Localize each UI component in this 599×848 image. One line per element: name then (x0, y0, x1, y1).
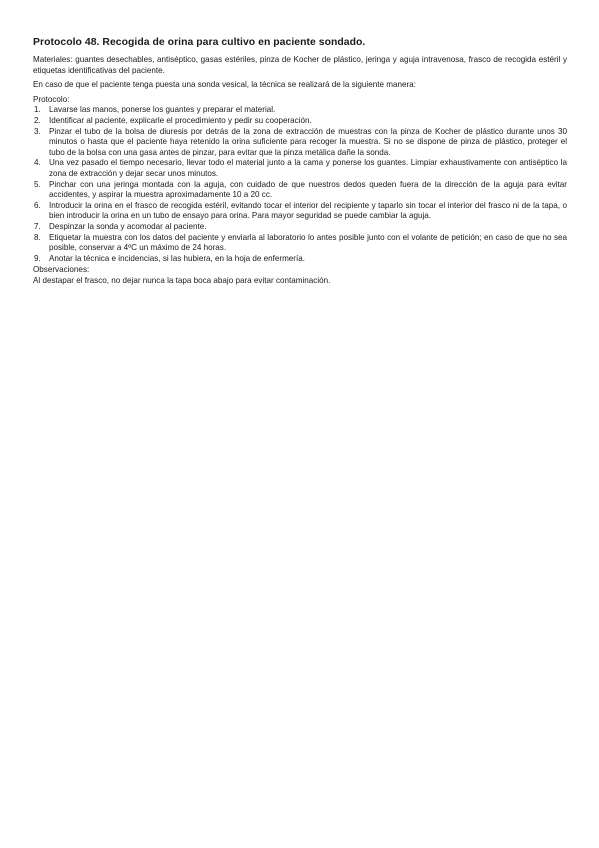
step-number: 2. (34, 115, 41, 125)
step-number: 1. (34, 105, 41, 115)
list-item (33, 222, 567, 233)
intro-paragraph: En caso de que el paciente tenga puesta una sonda vesical, la técnica se realizará de la siguiente manera: (33, 80, 416, 90)
list-item (33, 158, 567, 179)
list-item (33, 254, 567, 265)
step-text: Anotar la técnica e incidencias, si las hubiera, en la hoja de enfermería. (49, 253, 306, 263)
step-text: Introducir la orina en el frasco de recogida estéril, evitando tocar el interior del recipiente y taparlo sin tocar el interior del frasco ni de la tapa, o bien introducir la orina en un tubo de ensayo para orina. Para mayor seguridad se puede cambiar la aguja. (49, 200, 567, 221)
list-item (33, 116, 567, 127)
protocol-steps-list (33, 105, 567, 264)
step-number: 8. (34, 232, 41, 242)
step-text: Una vez pasado el tiempo necesario, llevar todo el material junto a la cama y ponerse los guantes. Limpiar exhaustivamente con antiséptico la zona de extracción y dejar secar unos minutos. (49, 158, 567, 178)
list-item (33, 201, 567, 222)
document-page (33, 36, 567, 290)
protocol-heading: Protocolo: (33, 94, 70, 104)
list-item (33, 233, 567, 254)
step-number: 5. (34, 179, 41, 189)
step-text: Pinzar el tubo de la bolsa de diuresis por detrás de la zona de extracción de muestras con la pinza de Kocher de plástico durante unos 30 minutos o hasta que el paciente haya retenido la orina suficiente para recoger la muestra. Si no se dispone de pinza de plástico, proteger el tubo de la bolsa con una gasa antes de pinzar, para evitar que la pinza metálica dañe la sonda. (49, 126, 567, 157)
observations-paragraph: Al destapar el frasco, no dejar nunca la tapa boca abajo para evitar contaminación. (33, 275, 331, 285)
step-number: 7. (34, 221, 41, 231)
step-number: 3. (34, 126, 41, 136)
step-text: Pinchar con una jeringa montada con la aguja, con cuidado de que nuestros dedos queden fuera de la dirección de la aguja para evitar accidentes, y aspirar la muestra aproximadamente 10 a 20 cc. (49, 179, 567, 200)
list-item (33, 180, 567, 201)
step-number: 4. (34, 158, 41, 168)
step-text: Etiquetar la muestra con los datos del paciente y enviarla al laboratorio lo antes posible junto con el volante de petición; en caso de que no sea posible, conservar a 4ºC un máximo de 24 horas. (49, 232, 567, 253)
step-number: 9. (34, 253, 41, 263)
step-text: Despinzar la sonda y acomodar al paciente. (49, 221, 207, 231)
list-item (33, 127, 567, 159)
page-title: Protocolo 48. Recogida de orina para cultivo en paciente sondado. (33, 37, 366, 48)
step-text: Identificar al paciente, explicarle el procedimiento y pedir su cooperación. (49, 115, 312, 125)
step-text: Lavarse las manos, ponerse los guantes y preparar el material. (49, 105, 276, 115)
observations-heading: Observaciones: (33, 265, 90, 275)
materials-paragraph: Materiales: guantes desechables, antiséptico, gasas estériles, pinza de Kocher de plástico, jeringa y aguja intravenosa, frasco de recogida estéril y etiquetas identificativas del paciente. (33, 55, 567, 75)
step-number: 6. (34, 200, 41, 210)
list-item (33, 105, 567, 116)
